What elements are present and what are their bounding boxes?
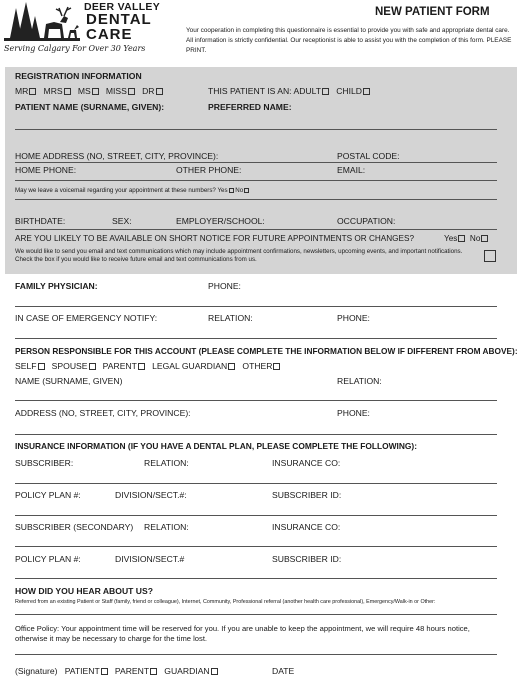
title-dr-checkbox[interactable] [156, 88, 163, 95]
secondary-subscriber-label: SUBSCRIBER (SECONDARY) [15, 522, 134, 532]
other-phone-label: OTHER PHONE: [176, 165, 242, 175]
secondary-insurance-co-label: INSURANCE CO: [272, 522, 341, 532]
home-address-label: HOME ADDRESS (NO, STREET, CITY, PROVINCE): [15, 151, 219, 161]
signature-parent-checkbox[interactable] [150, 668, 157, 675]
secondary-relation-label: RELATION: [144, 522, 189, 532]
secondary-subscriber-field[interactable] [15, 546, 497, 547]
emergency-field[interactable] [15, 338, 497, 339]
other-checkbox[interactable] [273, 363, 280, 370]
employer-label: EMPLOYER/SCHOOL: [176, 216, 265, 226]
signature-guardian-checkbox[interactable] [211, 668, 218, 675]
logo [4, 0, 174, 58]
birthdate-label: BIRTHDATE: [15, 216, 66, 226]
responsible-address-label: ADDRESS (NO, STREET, CITY, PROVINCE): [15, 408, 191, 418]
logo-tagline: Serving Calgary For Over 30 Years [4, 44, 146, 53]
voicemail-yes-checkbox[interactable] [229, 188, 234, 193]
secondary-policy-plan-label: POLICY PLAN #: [15, 554, 81, 564]
subscriber-id-label: SUBSCRIBER ID: [272, 490, 342, 500]
insurance-co-label: INSURANCE CO: [272, 458, 341, 468]
emergency-label: IN CASE OF EMERGENCY NOTIFY: [15, 313, 158, 323]
title-ms-checkbox[interactable] [92, 88, 99, 95]
child-checkbox[interactable] [363, 88, 370, 95]
responsible-relation-label: RELATION: [337, 376, 382, 386]
responsible-name-field[interactable] [15, 400, 497, 401]
form-title: NEW PATIENT FORM [375, 6, 490, 18]
responsible-phone-label: PHONE: [337, 408, 370, 418]
signature-date-label: DATE [272, 666, 295, 676]
title-mr-checkbox[interactable] [29, 88, 36, 95]
self-checkbox[interactable] [38, 363, 45, 370]
office-policy-text: Office Policy: Your appointment time will be reserved for you. If you are unable to keep the appointment, we will require 48 hours notice, otherwise it may be necessary to charge for the time lost. [15, 624, 470, 643]
postal-code-label: POSTAL CODE: [337, 151, 400, 161]
division-label: DIVISION/SECT.#: [115, 490, 187, 500]
physician-field[interactable] [15, 306, 497, 307]
birthdate-field[interactable] [15, 229, 497, 230]
responsible-heading: PERSON RESPONSIBLE FOR THIS ACCOUNT (PLEASE COMPLETE THE INFORMATION BELOW IF DIFFERENT FROM ABOVE): [15, 346, 518, 356]
secondary-division-label: DIVISION/SECT.# [115, 554, 185, 564]
family-physician-label: FAMILY PHYSICIAN: [15, 281, 98, 291]
logo-line1: DEER VALLEY [84, 1, 161, 13]
short-notice-answers: Yes No [444, 234, 488, 244]
home-address-field[interactable] [15, 162, 497, 163]
title-mrs-checkbox[interactable] [64, 88, 71, 95]
emergency-phone-label: PHONE: [337, 313, 370, 323]
spouse-checkbox[interactable] [89, 363, 96, 370]
title-options: MR MRS MS MISS DR [15, 86, 163, 96]
policy-plan-label: POLICY PLAN #: [15, 490, 81, 500]
short-notice-question: ARE YOU LIKELY TO BE AVAILABLE ON SHORT NOTICE FOR FUTURE APPOINTMENTS OR CHANGES? [15, 234, 415, 243]
sex-label: SEX: [112, 216, 132, 226]
home-phone-label: HOME PHONE: [15, 165, 77, 175]
adult-checkbox[interactable] [322, 88, 329, 95]
deer-tree-logo-icon [4, 0, 80, 44]
responsible-options: SELF SPOUSE PARENT LEGAL GUARDIAN OTHER [15, 361, 280, 371]
preferred-name-label: PREFERRED NAME: [208, 102, 292, 112]
logo-line3: CARE [86, 26, 133, 43]
subscriber-field[interactable] [15, 483, 497, 484]
legal-guardian-checkbox[interactable] [228, 363, 235, 370]
parent-checkbox[interactable] [138, 363, 145, 370]
policy-divider [15, 654, 497, 655]
subscriber-relation-label: RELATION: [144, 458, 189, 468]
short-notice-yes-checkbox[interactable] [458, 235, 465, 242]
policy-field[interactable] [15, 515, 497, 516]
insurance-heading: INSURANCE INFORMATION (IF YOU HAVE A DENTAL PLAN, PLEASE COMPLETE THE FOLLOWING): [15, 441, 417, 451]
patient-type: THIS PATIENT IS AN: ADULT CHILD [208, 86, 370, 96]
referral-options: Referred from an existing Patient or Staff (family, friend or colleague), Internet, Community, Professional referral (another health care professional), Emergency/Walk-in or Other: [15, 599, 436, 605]
voicemail-divider [15, 199, 497, 200]
responsible-name-label: NAME (SURNAME, GIVEN) [15, 376, 123, 386]
referral-field[interactable] [15, 614, 497, 615]
email-label: EMAIL: [337, 165, 366, 175]
patient-name-label: PATIENT NAME (SURNAME, GIVEN): [15, 102, 165, 112]
communications-text: We would like to send you email and text communications which may include appointment confirmations, newsletters, upcoming events, and important notifications. Check the box if you would like to receive future email and text communications from us. [15, 248, 463, 263]
secondary-policy-field[interactable] [15, 578, 497, 579]
referral-heading: HOW DID YOU HEAR ABOUT US? [15, 586, 153, 596]
signature-row: (Signature) PATIENT PARENT GUARDIAN [15, 666, 218, 676]
short-notice-no-checkbox[interactable] [481, 235, 488, 242]
occupation-label: OCCUPATION: [337, 216, 396, 226]
communications-checkbox[interactable] [484, 250, 496, 262]
intro-text: Your cooperation in completing this questionnaire is essential to provide you with safe and appropriate dental care. All information is strictly confidential. Our receptionist is able to assist you with the completion of this form. PLEASE PRINT. [186, 27, 512, 54]
voicemail-question: May we leave a voicemail regarding your appointment at these numbers? Yes No [15, 187, 249, 195]
patient-name-field[interactable] [15, 129, 497, 130]
phone-field[interactable] [15, 180, 497, 181]
physician-phone-label: PHONE: [208, 281, 241, 291]
title-miss-checkbox[interactable] [128, 88, 135, 95]
secondary-subscriber-id-label: SUBSCRIBER ID: [272, 554, 342, 564]
voicemail-no-checkbox[interactable] [244, 188, 249, 193]
registration-heading: REGISTRATION INFORMATION [15, 71, 142, 81]
logo-line2: DENTAL [86, 11, 152, 28]
responsible-address-field[interactable] [15, 434, 497, 435]
emergency-relation-label: RELATION: [208, 313, 253, 323]
subscriber-label: SUBSCRIBER: [15, 458, 74, 468]
signature-patient-checkbox[interactable] [101, 668, 108, 675]
